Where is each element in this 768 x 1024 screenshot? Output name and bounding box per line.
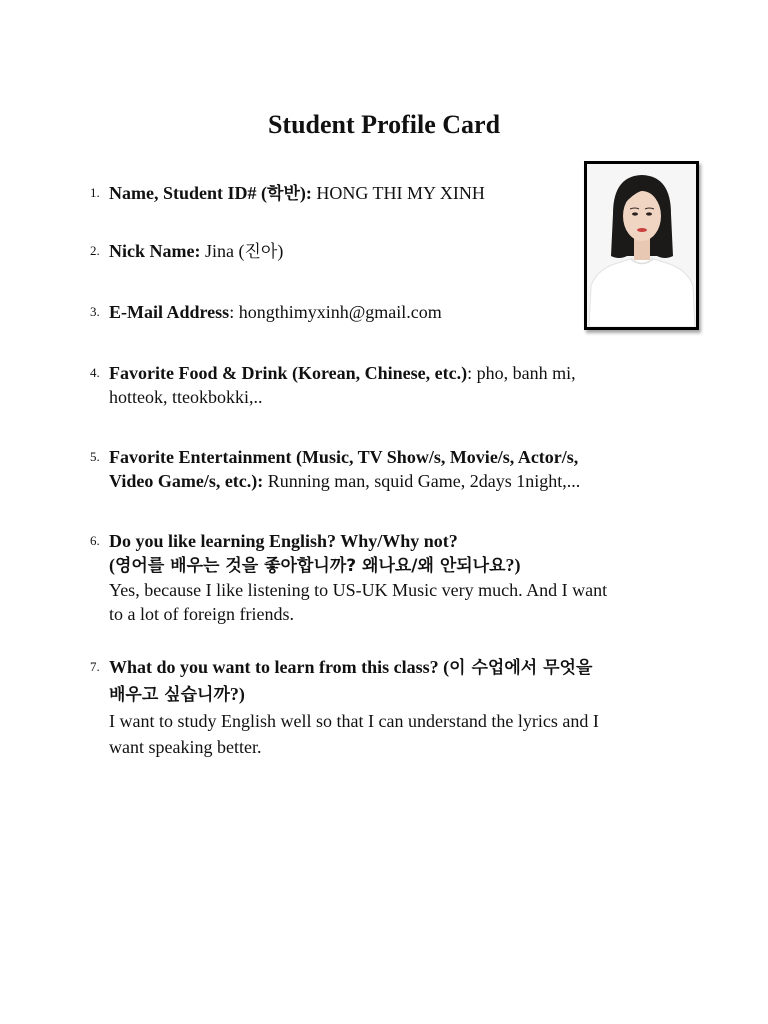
field-value: Running man, squid Game, 2days 1night,... [263,471,581,491]
question-korean-a: 이 수업에서 무엇을 [449,658,593,678]
question: What do you want to learn from this class? ( [109,657,450,677]
field-label: Nick Name: [109,241,201,261]
field-label-line1: Favorite Entertainment (Music, TV Show/s, Movie/s, Actor/s, [109,447,579,467]
item-favorite-food [90,361,669,409]
field-value: : hongthimyxinh@gmail.com [229,302,442,322]
question-ko-close: ?) [505,555,521,575]
item-number: 7. [90,659,100,674]
answer-line2: want speaking better. [109,737,262,757]
question-korean: 영어를 배우는 것을 좋아합니까? 왜나요/왜 안되나요 [115,556,506,576]
item-favorite-entertainment [90,445,669,493]
item-number: 5. [90,449,100,464]
field-value-line1: : pho, banh mi, [467,363,576,383]
question: Do you like learning English? Why/Why not? [109,531,458,551]
item-number: 3. [90,304,100,319]
question-korean-b: 배우고 싶습니까 [109,685,230,705]
item-learn-goal [90,654,669,760]
page-title: Student Profile Card [267,110,501,139]
field-label-korean: 학반 [267,184,300,204]
field-label: Name, Student ID# ( [109,183,268,203]
field-value: Jina ( [200,241,245,261]
field-label: E-Mail Address [109,302,230,322]
item-number: 2. [90,243,100,258]
answer-line2: to a lot of foreign friends. [109,604,294,624]
item-nick-name [90,239,669,264]
item-number: 1. [90,185,100,200]
field-value-korean: 진아 [244,242,278,262]
item-number: 6. [90,533,100,548]
field-label-line2: Video Game/s, etc.): [109,471,264,491]
answer-line1: I want to study English well so that I can understand the lyrics and I [109,711,599,731]
field-value: HONG THI MY XINH [311,183,485,203]
item-name-id [90,181,669,206]
item-like-english [90,529,669,626]
field-label: Favorite Food & Drink (Korean, Chinese, etc.) [109,363,468,383]
field-value-line2: hotteok, tteokbokki,.. [109,387,263,407]
question-close: ?) [229,684,245,704]
field-value-close: ) [277,241,284,261]
question-ko-open: ( [109,555,115,575]
field-label-close: ): [299,183,312,203]
item-number: 4. [90,365,100,380]
answer-line1: Yes, because I like listening to US-UK Music very much. And I want [109,580,608,600]
item-email [90,300,669,324]
